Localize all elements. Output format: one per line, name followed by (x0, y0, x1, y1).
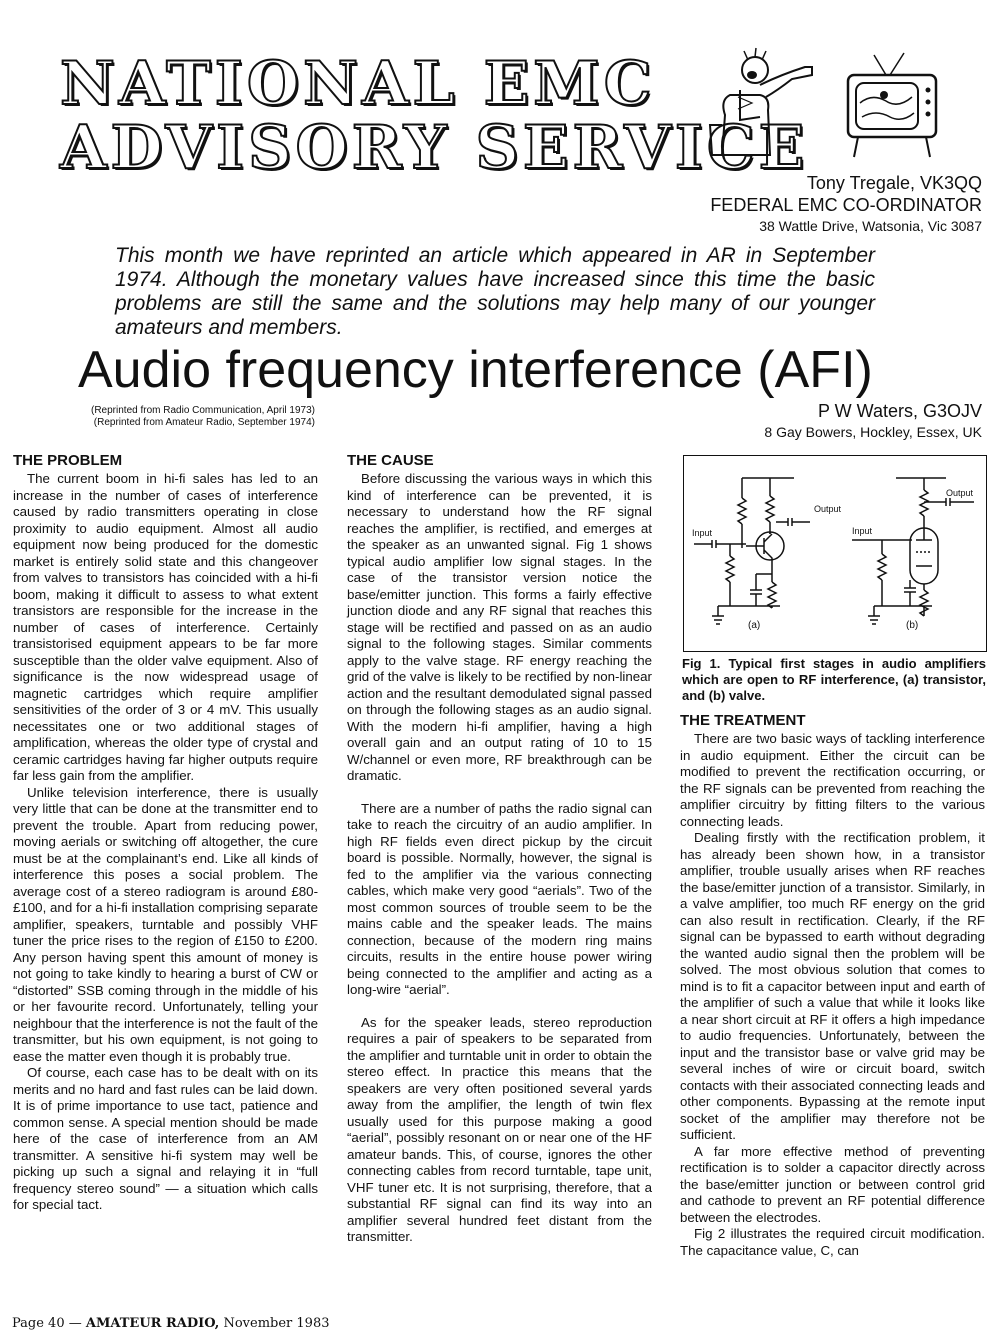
paragraph: There are two basic ways of tackling interference in audio equipment. Either the circuit can be modified to prevent the rectification occurring, or the RF signals can be prevented from reaching the amplifier circuitry by fitting filters to the various connecting leads. (680, 731, 985, 829)
label-input-a: Input (692, 528, 713, 538)
paragraph: Fig 2 illustrates the required circuit modification. The capacitance value, C, can (680, 1226, 985, 1258)
paragraph: Dealing firstly with the rectification problem, it has already been shown how, in a transistor amplifier, trouble usually arises when RF reaches the base/emitter junction of a transistor. Similarly, in a valve amplifier, too much RF energy on the grid can also result in rectification. Clearly, if the RF signal can be bypassed to earth without degrading the wanted audio signal then the problem will be solved. The most obvious solution that comes to mind is to fit a capacitor between input and earth of the amplifier of such a value that while it looks like a near short circuit at RF it offers a high impedance to audio frequencies. Unfortunately, between the input and the transistor base or valve grid may be several inches of wire or circuit board, switch contacts with their associated connecting leads and other components. Bypassing at the remote input socket of the amplifier may therefore not be sufficient. (680, 830, 985, 1142)
footer-magazine: AMATEUR RADIO, (85, 1316, 220, 1331)
article-author: P W Waters, G3OJV (817, 401, 982, 421)
paragraph: As for the speaker leads, stereo reproduction requires a pair of speakers to be separated from the amplifier and turntable unit in order to obtain the stereo effect. In practice this means that the speakers are very often positioned several yards away from the amplifier, the length of twin flex usually used for this purpose making a good “aerial”, possibly resonant on or near one of the HF amateur bands. This, of course, ignores the other connecting cables from record turntable, tape unit, VHF tuner etc. It is not surprising, therefore, that a substantial RF signal can find its way into an amplifier several hundred feet distant from the transmitter. (347, 1014, 652, 1244)
author-name: Tony Tregale, VK3QQ (806, 173, 982, 193)
banner-line-2: ADVISORY SERVICE (60, 113, 809, 183)
heading-treatment: THE TREATMENT (680, 712, 806, 729)
reprint-note-1: (Reprinted from Radio Communication, April 1973) (91, 405, 315, 416)
label-input-b: Input (852, 526, 873, 536)
label-output-a: Output (814, 504, 842, 514)
article-address: 8 Gay Bowers, Hockley, Essex, UK (764, 424, 982, 440)
paragraph: A far more effective method of preventing rectification is to solder a capacitor directly across the base/emitter junction or between control grid and cathode to prevent an RF potential difference between the electrodes. (680, 1143, 985, 1225)
reprint-notes (40, 405, 315, 429)
paragraph: Before discussing the various ways in which this kind of interference can be prevented, it is necessary to understand how the RF signal reaches the amplifier, is rectified, and emerges at the speaker as an unwanted signal. Fig 1 shows typical audio amplifier low signal stages. In the case of the transistor version notice the base/emitter junction. This forms a fairly effective junction diode and any RF signal that reaches this stage will be rectified and passed on as an audio signal to the following stages. Similar comments apply to the valve stage. RF energy reaching the grid of the valve is likely to be rectified by non-linear action and the resultant demodulated signal passed on through the following stages as an audio signal. With the modern hi-fi amplifier, having a high overall gain and an output rating of 10 to 15 W/channel or even more, RF breakthrough can be dramatic. (347, 471, 652, 783)
paragraph: Unlike television interference, there is usually very little that can be done at the transmitter end to prevent the trouble. Apart from reducing power, moving aerials or switching off altogether, the cure must be at the complainant’s end. Like all kinds of interference this poses a social problem. The average cost of a stereo radiogram is around £80-£100, and for a hi-fi installation comprising separate amplifier, speakers, turntable and possibly VHF tuner the price rises to the region of £150 to £200. Any person having spent this amount of money is not going to take kindly to hearing a burst of CW or “distorted” SSB coming through in the middle of his or her favourite record. Unfortunately, telling your neighbour that the interference is not the fault of the transmitter, but his own equipment, is not going to ease the matter even though it is probably true. (13, 784, 318, 1064)
figure-1-circuit-diagram (683, 455, 987, 652)
intro-paragraph: This month we have reprinted an article which appeared in AR in September 1974. Although the monetary values have increased since this time the basic problems are still the same and the solutions may help many of our younger amateurs and members. (115, 244, 875, 339)
footer-date: November 1983 (223, 1316, 330, 1331)
column-1 (13, 452, 318, 1214)
footer-page: Page 40 — (12, 1316, 82, 1331)
heading-problem: THE PROBLEM (13, 452, 123, 469)
author-role: FEDERAL EMC CO-ORDINATOR (710, 195, 982, 215)
cartoon-tv-illustration (700, 45, 990, 165)
author-address: 38 Wattle Drive, Watsonia, Vic 3087 (759, 218, 982, 234)
column-3 (680, 712, 985, 1259)
article-title: Audio frequency interference (AFI) (78, 341, 873, 399)
paragraph: Of course, each case has to be dealt with on its merits and no hard and fast rules can be laid down. It is of prime importance to use tact, patience and common sense. A special mention should be made here of the case of interference from an AM transmitter. A sensitive hi-fi system may well be picking up such a signal and relaying it in “full frequency stereo sound” — a situation which calls for special tact. (13, 1065, 318, 1212)
page-footer (12, 1316, 329, 1332)
article-byline (764, 400, 982, 442)
paragraph: There are a number of paths the radio signal can take to reach the circuitry of an audio amplifier. In high RF fields even direct pickup by the circuit board is possible. Normally, however, the signal is fed to the amplifier via the various connecting cables, which make very good “aerials”. Two of the most common sources of trouble seem to be the mains cable and the speaker leads. The mains connection, because of the modern ring mains circuits, results in the entire house power wiring being connected to the amplifier and acting as a long-wire “aerial”. (347, 800, 652, 997)
banner-line-1: NATIONAL EMC (60, 49, 656, 119)
banner-title (60, 49, 809, 183)
label-a: (a) (748, 620, 761, 631)
heading-cause: THE CAUSE (347, 452, 434, 469)
label-b: (b) (906, 620, 919, 631)
page-header (0, 0, 1000, 340)
label-output-b: Output (946, 488, 974, 498)
column-author (710, 172, 982, 236)
reprint-note-2: (Reprinted from Amateur Radio, September 1974) (93, 417, 315, 428)
paragraph: The current boom in hi-fi sales has led to an increase in the number of cases of interference caused by radio transmitters operating in close proximity to audio equipment. Almost all audio equipment now being produced for the domestic market is entirely solid state and this changeover from valves to transistors has coincided with a hi-fi boom, making it difficult to assess to what extent transistors are responsible for the increase in the number of cases of interference. Certainly transistorised equipment appears to be far more susceptible than the older valve equipment. Also of significance is the now widespread usage of magnetic cartridges which require amplifier sensitivities of the order of 3 or 4 mV. This usually necessitates one or two additional stages of amplification, whereas the older type of crystal and ceramic cartridges having far higher outputs require far less gain from the amplifier. (13, 471, 318, 783)
circuit-schematic (684, 456, 986, 651)
figure-1-caption: Fig 1. Typical first stages in audio amplifiers which are open to RF interference, (a) transistor, and (b) valve. (682, 656, 986, 703)
column-2 (347, 452, 652, 1246)
